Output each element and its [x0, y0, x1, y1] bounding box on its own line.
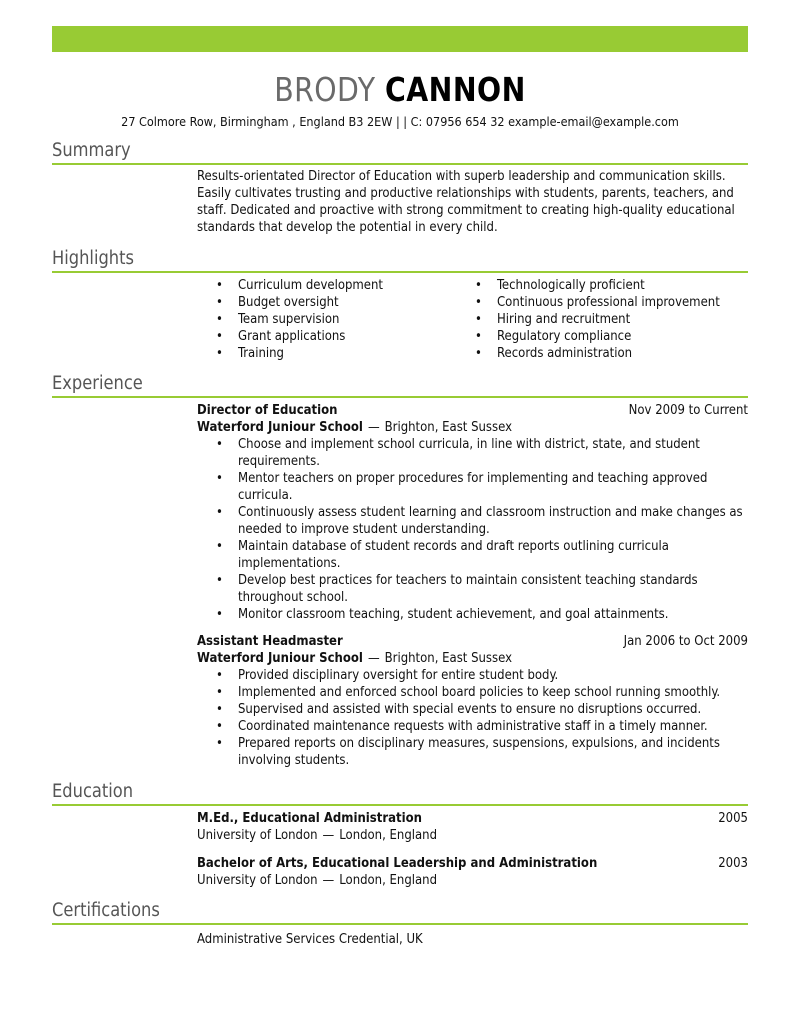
list-item: • Records administration: [497, 345, 720, 362]
separator-dash: —: [322, 873, 335, 888]
highlights-left-list: [238, 277, 383, 362]
job-employer-line: [197, 650, 748, 667]
job-location: Brighton, East Sussex: [384, 651, 512, 666]
employer: Waterford Juniour School: [197, 651, 363, 666]
job-bullets: [238, 667, 748, 769]
list-item: • Implemented and enforced school board policies to keep school running smoothly.: [238, 684, 748, 701]
list-item: • Team supervision: [238, 311, 383, 328]
list-item: • Prepared reports on disciplinary measures, suspensions, expulsions, and incidents involving students.: [238, 735, 748, 769]
list-item: • Regulatory compliance: [497, 328, 720, 345]
school: University of London: [197, 873, 318, 888]
list-item: • Curriculum development: [238, 277, 383, 294]
highlights-right-list: [497, 277, 720, 362]
education-item: [197, 810, 748, 844]
list-item: • Continuously assess student learning and classroom instruction and make changes as needed to improve student understanding.: [238, 504, 748, 538]
list-item: • Coordinated maintenance requests with administrative staff in a timely manner.: [238, 718, 748, 735]
list-item: • Develop best practices for teachers to maintain consistent teaching standards throughout school.: [238, 572, 748, 606]
school-location: London, England: [339, 873, 438, 888]
section-heading-highlights: Highlights: [52, 248, 748, 273]
degree: M.Ed., Educational Administration: [197, 811, 422, 826]
job-header: [197, 402, 748, 436]
list-item: • Mentor teachers on proper procedures for implementing and teaching approved curricula.: [238, 470, 748, 504]
section-heading-education: Education: [52, 781, 748, 806]
school: University of London: [197, 828, 318, 843]
separator-dash: —: [367, 651, 380, 666]
job-location: Brighton, East Sussex: [384, 420, 512, 435]
list-item: • Choose and implement school curricula, in line with district, state, and student requirements.: [238, 436, 748, 470]
list-item: • Budget oversight: [238, 294, 383, 311]
job-dates: Jan 2006 to Oct 2009: [623, 634, 748, 649]
list-item: • Grant applications: [238, 328, 383, 345]
degree: Bachelor of Arts, Educational Leadership and Administration: [197, 856, 598, 871]
job-title: Assistant Headmaster: [197, 634, 343, 649]
header-accent-bar: [52, 26, 748, 52]
list-item: • Technologically proficient: [497, 277, 720, 294]
job-title: Director of Education: [197, 403, 338, 418]
school-line: [197, 872, 748, 889]
list-item: • Training: [238, 345, 383, 362]
job-header: [197, 633, 748, 667]
certification-text: Administrative Services Credential, UK: [197, 932, 423, 947]
list-item: • Monitor classroom teaching, student achievement, and goal attainments.: [238, 606, 748, 623]
first-name: BRODY: [274, 70, 376, 109]
summary-text: Results-orientated Director of Education with superb leadership and communication skills. Easily cultivates trusting and productive relationships with students, parents, teachers, and staff. Dedicated and proactive with strong commitment to creating high-quality educational standards that develop the potential in every child.: [197, 169, 735, 235]
list-item: • Provided disciplinary oversight for entire student body.: [238, 667, 748, 684]
list-item: • Hiring and recruitment: [497, 311, 720, 328]
job-employer-line: [197, 419, 748, 436]
section-heading-experience: Experience: [52, 373, 748, 398]
job-dates: Nov 2009 to Current: [628, 403, 748, 418]
school-location: London, England: [339, 828, 438, 843]
candidate-name: [56, 70, 744, 109]
employer: Waterford Juniour School: [197, 420, 363, 435]
graduation-year: 2005: [718, 811, 748, 826]
contact-info: 27 Colmore Row, Birmingham , England B3 2EW | | C: 07956 654 32 example-email@example.com: [121, 114, 679, 129]
last-name: CANNON: [385, 70, 526, 109]
job-bullets: [238, 436, 748, 623]
separator-dash: —: [322, 828, 335, 843]
school-line: [197, 827, 748, 844]
education-item: [197, 855, 748, 889]
separator-dash: —: [367, 420, 380, 435]
list-item: • Continuous professional improvement: [497, 294, 720, 311]
section-heading-summary: Summary: [52, 140, 748, 165]
list-item: • Supervised and assisted with special events to ensure no disruptions occurred.: [238, 701, 748, 718]
section-heading-certifications: Certifications: [52, 900, 748, 925]
list-item: • Maintain database of student records and draft reports outlining curricula implementations.: [238, 538, 748, 572]
graduation-year: 2003: [718, 856, 748, 871]
